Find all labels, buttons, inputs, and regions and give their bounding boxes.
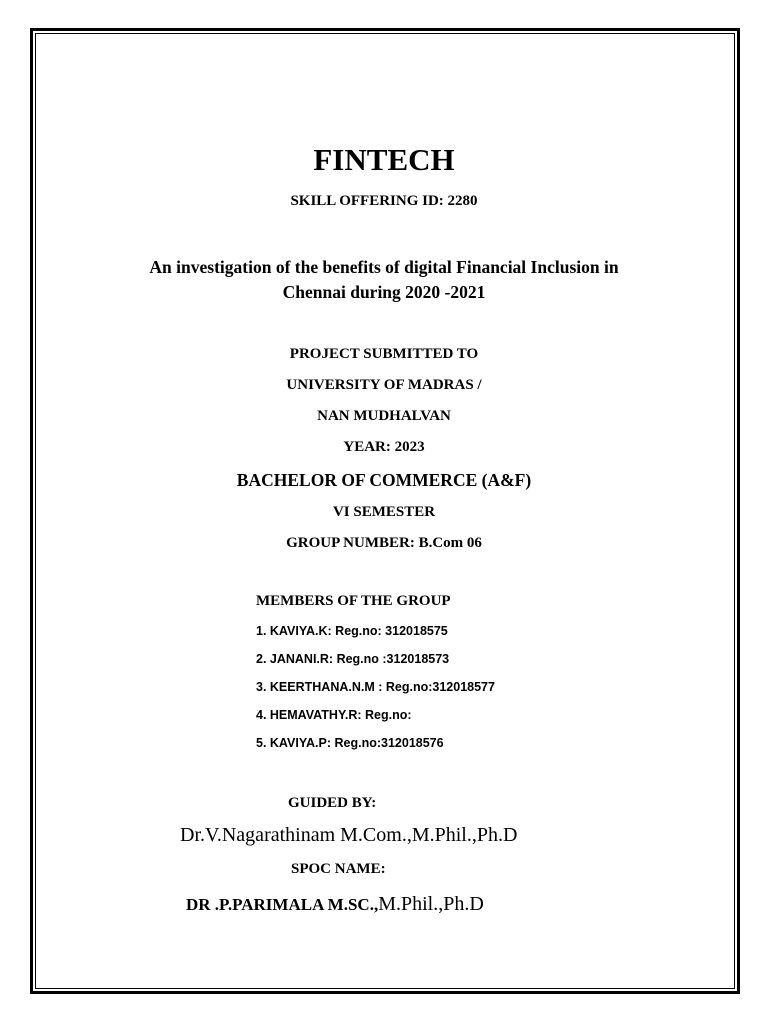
guide-name: Dr.V.Nagarathinam M.Com.,M.Phil.,Ph.D xyxy=(180,824,518,846)
document-title: FINTECH xyxy=(313,142,455,177)
spoc-name-prefix: DR .P.PARIMALA M.SC., xyxy=(186,895,379,914)
member-list-item: 1. KAVIYA.K: Reg.no: 312018575 xyxy=(256,624,448,638)
spoc-name xyxy=(186,893,484,916)
project-topic xyxy=(84,255,684,305)
skill-offering-id: SKILL OFFERING ID: 2280 xyxy=(290,193,478,209)
university-name: UNIVERSITY OF MADRAS / xyxy=(286,377,482,393)
spoc-label: SPOC NAME: xyxy=(291,861,386,877)
program-name: NAN MUDHALVAN xyxy=(317,408,451,424)
submitted-to-label: PROJECT SUBMITTED TO xyxy=(289,346,479,362)
degree-name: BACHELOR OF COMMERCE (A&F) xyxy=(236,470,532,490)
member-list-item: 2. JANANI.R: Reg.no :312018573 xyxy=(256,652,450,666)
guided-by-label: GUIDED BY: xyxy=(288,795,377,811)
semester: VI SEMESTER xyxy=(332,504,436,520)
member-list-item: 4. HEMAVATHY.R: Reg.no: xyxy=(256,708,412,722)
project-topic-line-1: An investigation of the benefits of digital Financial Inclusion in xyxy=(149,257,619,277)
spoc-name-suffix: M.Phil.,Ph.D xyxy=(378,893,484,915)
member-list-item: 5. KAVIYA.P: Reg.no:312018576 xyxy=(256,736,444,750)
project-topic-line-2: Chennai during 2020 -2021 xyxy=(282,282,486,302)
members-heading: MEMBERS OF THE GROUP xyxy=(256,593,451,609)
group-number: GROUP NUMBER: B.Com 06 xyxy=(286,535,482,551)
project-year: YEAR: 2023 xyxy=(343,439,425,455)
member-list-item: 3. KEERTHANA.N.M : Reg.no:312018577 xyxy=(256,680,495,694)
